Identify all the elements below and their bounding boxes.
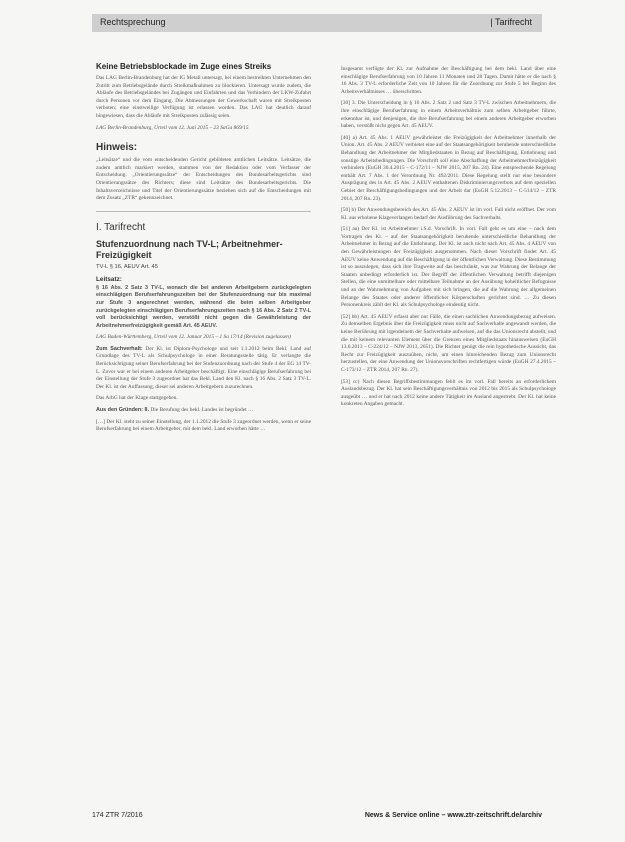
section-title: I. Tarifrecht — [96, 221, 146, 233]
gruende-heading: Aus den Gründen: II. — [96, 407, 150, 414]
sachverhalt-body: Der Kl. ist Diplom-Psychologe und seit 1.1.2012 beim Bekl. Land auf Grundlage des TV-L als Schulpsychologe in einer Beratungsstelle tätig. Er verlangte die Berücksichtigung seiner Berufserfahrung bei der Stufenzuordnung nach der Stufe 4 der EG 14 TV-L. Zuvor war er bei einem anderen Arbeitgeber beschäftigt. Eine einschlägige Berufserfahrung bei der Einstellung der Stufe 3 zugeordnet hat das Bekl. Land den Kl. nach § 16 Abs. 2 Satz 3 TV-L. Der Kl. ist der Auffassung, dieser sei anderen Arbeitgebern zuzurechnen. — [96, 345, 311, 390]
right-paragraph-2: [30] 3. Die Unterscheidung in § 16 Abs. 2 Satz 2 und Satz 3 TV-L zwischen Arbeitnehmern, die ihre einschlägige Berufserfahrung in einem Arbeitsverhältnis zum selben Arbeitgeber führte, erkennbar ist, und denjenigen, die ihre Berufserfahrung bei einem anderen Arbeitgeber erworben haben, verstößt nicht gegen Art. 45 AEUV. — [341, 100, 556, 130]
right-column — [341, 66, 556, 413]
case1-body: Das LAG Berlin-Brandenburg hat der IG Metall untersagt, bei einem bestreikten Unternehmen den Zutritt zum Betriebsgelände durch Streikmaßnahmen zu blockieren. Untersagt wurde zudem, die Abläufe des Betriebsgeländes bei Zugängen und Einfahrten und das Verhindern der LKW-Zufahrt durch Personen vor dem Eingang. Die Abmessungen der Gewerkschaft waren mit Streikposten verboten; eine einstweilige Verfügung ist erlassen worden. Das LAG hat deutlich darauf hingewiesen, dass die Abläufe mit Streikposten zulässig seien. — [96, 75, 311, 119]
case1-title: Keine Betriebsblockade im Zuge eines Streiks — [96, 62, 272, 71]
right-paragraph-6: [52] bb) Art. 45 AEUV erfasst aber nur Fälle, die einen sachlichen Anwendungsbezug aufweisen. Zu demselben Ergebnis über die Freizügigkeit muss nicht auf Sachverhalte angewandt werden, die keine Berührung mit irgendeinem der Sachverhalte aufweisen, auf die das Unionsrecht abstellt, und die mit keinem relevanten Element über die Grenzen eines Mitgliedstaats hinausweisen (EuGH 13.6.2013 – C-224/12 – NJW 2013, 2651). Die Richter genügt die rein hypothetische Aussicht, das Recht zur Freizügigkeit auszuüben, nicht, um einen hinreichenden Bezug zum Unionsrecht herzustellen, der eine Anwendung der Unionsvorschriften rechtfertigen würde (EuGH 27.4.2015 – C-173/12 – ZTR 2014, 207 Rn. 27). — [341, 313, 556, 373]
hinweis-body: „Leitsätze“ und die vom entscheidenden Gericht gebildeten amtlichen Leitsätze. Leitsätze, die zudem amtlich markiert werden, stammen von der Redaktion oder vom Verfasser der Entscheidung. „Orientierungssätze“ der Entscheidungen des Bundesarbeitsgerichts sind Orientierungssätze des Richters; diese sind Leitsätze des Bundesarbeitsgerichts. Die Inhaltsverzeichnisse und Titel der Orientierungssätze beziehen sich auf die Entscheidungen mit dem Zusatz „ZTR“ gekennzeichnet. — [96, 157, 311, 202]
left-column — [96, 62, 311, 438]
section-divider — [96, 211, 311, 212]
leitsatz-heading: Leitsatz: — [96, 275, 122, 283]
right-paragraph-1: Insgesamt verfügte der Kl. zur Aufnahme der Beschäftigung bei dem bekl. Land über eine einschlägige Berufserfahrung von 10 Jahren 11 Monaten und 28 Tagen. Damit hätte er die nach § 16 Abs. 3 TV-L erforderliche Zeit von 10 Jahren für die Zuordnung zur Stufe 5 bei Beginn des Arbeitsverhältnisses … überschritten. — [341, 66, 556, 95]
left-paragraph-last: […] Der Kl. steht zu seiner Einstellung, der 1.1.2012 die Stufe 3 zugeordnet werden, wenn er seine Berufserfahrung bei einem Arbeitgeber, mit dem bekl. Land erworben hätte … — [96, 418, 311, 433]
right-paragraph-7: [53] cc) Nach diesen Begriffsbestimmungen fehlt es im vorl. Fall bereits an erforderlichem Auslandsbezug. Der Kl. hat sein Beschäftigungsverhältnis von 2012 bis 2015 als Schulpsychologe ausgeübt … und er hat nach 2012 keine andere Tätigkeit im Ausland angestrebt. Der Kl. hat keine konkreten Angaben gemacht. — [341, 378, 556, 408]
gruende-paragraph — [96, 407, 311, 415]
page-footer — [92, 812, 542, 824]
right-paragraph-4: [50] b) Der Anwendungsbereich des Art. 45 Abs. 2 AEUV ist im vorl. Fall nicht eröffnet. Der vom Kl. aus erhobene Klageverlangen bedarf der Ausführung des Sachverhalts. — [341, 207, 556, 221]
running-header — [92, 14, 542, 32]
hinweis-heading: Hinweis: — [96, 142, 138, 154]
topic-label: | Tarifrecht — [490, 17, 532, 27]
page-number: 174 ZTR 7/2016 — [92, 812, 143, 819]
gruende-body: Die Berufung des bekl. Landes ist begründet … — [150, 407, 254, 414]
case2-norms: TV-L § 16, AEUV Art. 45 — [96, 263, 158, 270]
case2-title: Stufenzuordnung nach TV-L; Arbeitnehmer-Freizügigkeit — [96, 238, 283, 260]
footer-link[interactable]: News & Service online – www.ztr-zeitschrift.de/archiv — [364, 812, 542, 819]
right-paragraph-5: [51] aa) Der Kl. ist Arbeitnehmer i.S.d. Vorschrift. In vorl. Fall geht es um eine – nach dem Vortragen des Kl. – auf der Staatsangehörigkeit beruhende unterschiedliche Behandlung der Arbeitnehmer in Bezug auf die Entlohnung. Der Kl. ist auch nicht nach Art. 45 Abs. 4 AEUV von den Gewährleistungen der Freizügigkeit ausgenommen. Nach dieser Vorschrift findet Art. 45 AEUV keine Anwendung auf die Beschäftigung in der öffentlichen Verwaltung. Diese Bestimmung ist so auszulegen, dass sich ihre Tragweite auf das beschränkt, was zur Wahrung der Belange der Staaten unbedingt erforderlich ist. Der Begriff der öffentlichen Verwaltung betrifft diejenigen Stellen, die eine unmittelbare oder mittelbare Teilnahme an der Ausübung hoheitlicher Befugnisse und an der Wahrnehmung von Aufgaben mit sich bringen, die auf die Wahrung der allgemeinen Belange des Staates oder anderer öffentlicher Körperschaften gerichtet sind. … Zu diesen Personenkreis zählt der Kl. als Schulpsychologe eindeutig nicht. — [341, 226, 556, 309]
sachverhalt-paragraph — [96, 346, 311, 392]
verfahren-body: Das ArbG hat der Klage stattgegeben. — [96, 395, 178, 402]
case2-citation: LAG Baden-Württemberg, Urteil vom 12. Januar 2015 – 1 Sa 17/14 (Revision zugelassen) — [96, 334, 291, 341]
right-paragraph-3: [40] a) Art. 45 Abs. 1 AEUV gewährleistet die Freizügigkeit der Arbeitnehmer innerhalb der Union. Art. 45 Abs. 2 AEUV verbietet eine auf der Staatsangehörigkeit beruhende unterschiedliche Behandlung der Arbeitnehmer der Mitgliedstaaten in Bezug auf Beschäftigung, Entlohnung und sonstige Arbeitsbedingungen. Die Vorschrift soll eine Abschaffung der Arbeitnehmerfreizügigkeit verhindern (EuGH 30.4.2015 – C-172/11 – NJW 2015, 207 Rn. 24). Eine entsprechende Regelung enthält Art. 7 Abs. 1 der Verordnung Nr. 492/2011. Diese Regelung stellt nur eine besondere Ausprägung des in Art. 45 Abs. 2 AEUV enthaltenen Diskriminierungsverbots auf dem speziellen Gebiet der Beschäftigungsbedingungen und der Arbeit dar (EuGH 5.12.2013 – C-514/12 – ZTR 2014, 207 Rn. 23). — [341, 134, 556, 202]
case1-citation: LAG Berlin-Brandenburg, Urteil vom 12. Juni 2015 – 23 SaGa 869/15 — [96, 124, 249, 131]
section-label: Rechtsprechung — [100, 17, 166, 27]
leitsatz-body: § 16 Abs. 2 Satz 3 TV-L, wonach die bei anderen Arbeitgebern zurückgelegten einschlägigen Berufserfahrungszeiten bei der Stufenzuordnung nur bis maximal zur Stufe 3 angerechnet werden, während die beim selben Arbeitgeber zurückgelegten einschlägigen Berufserfahrungszeiten nach § 16 Abs. 2 Satz 2 TV-L voll berücksichtigt werden, verstößt nicht gegen die Gewährleistung der Arbeitnehmerfreizügigkeit gemäß Art. 45 AEUV. — [96, 284, 311, 329]
sachverhalt-heading: Zum Sachverhalt: — [96, 345, 143, 352]
